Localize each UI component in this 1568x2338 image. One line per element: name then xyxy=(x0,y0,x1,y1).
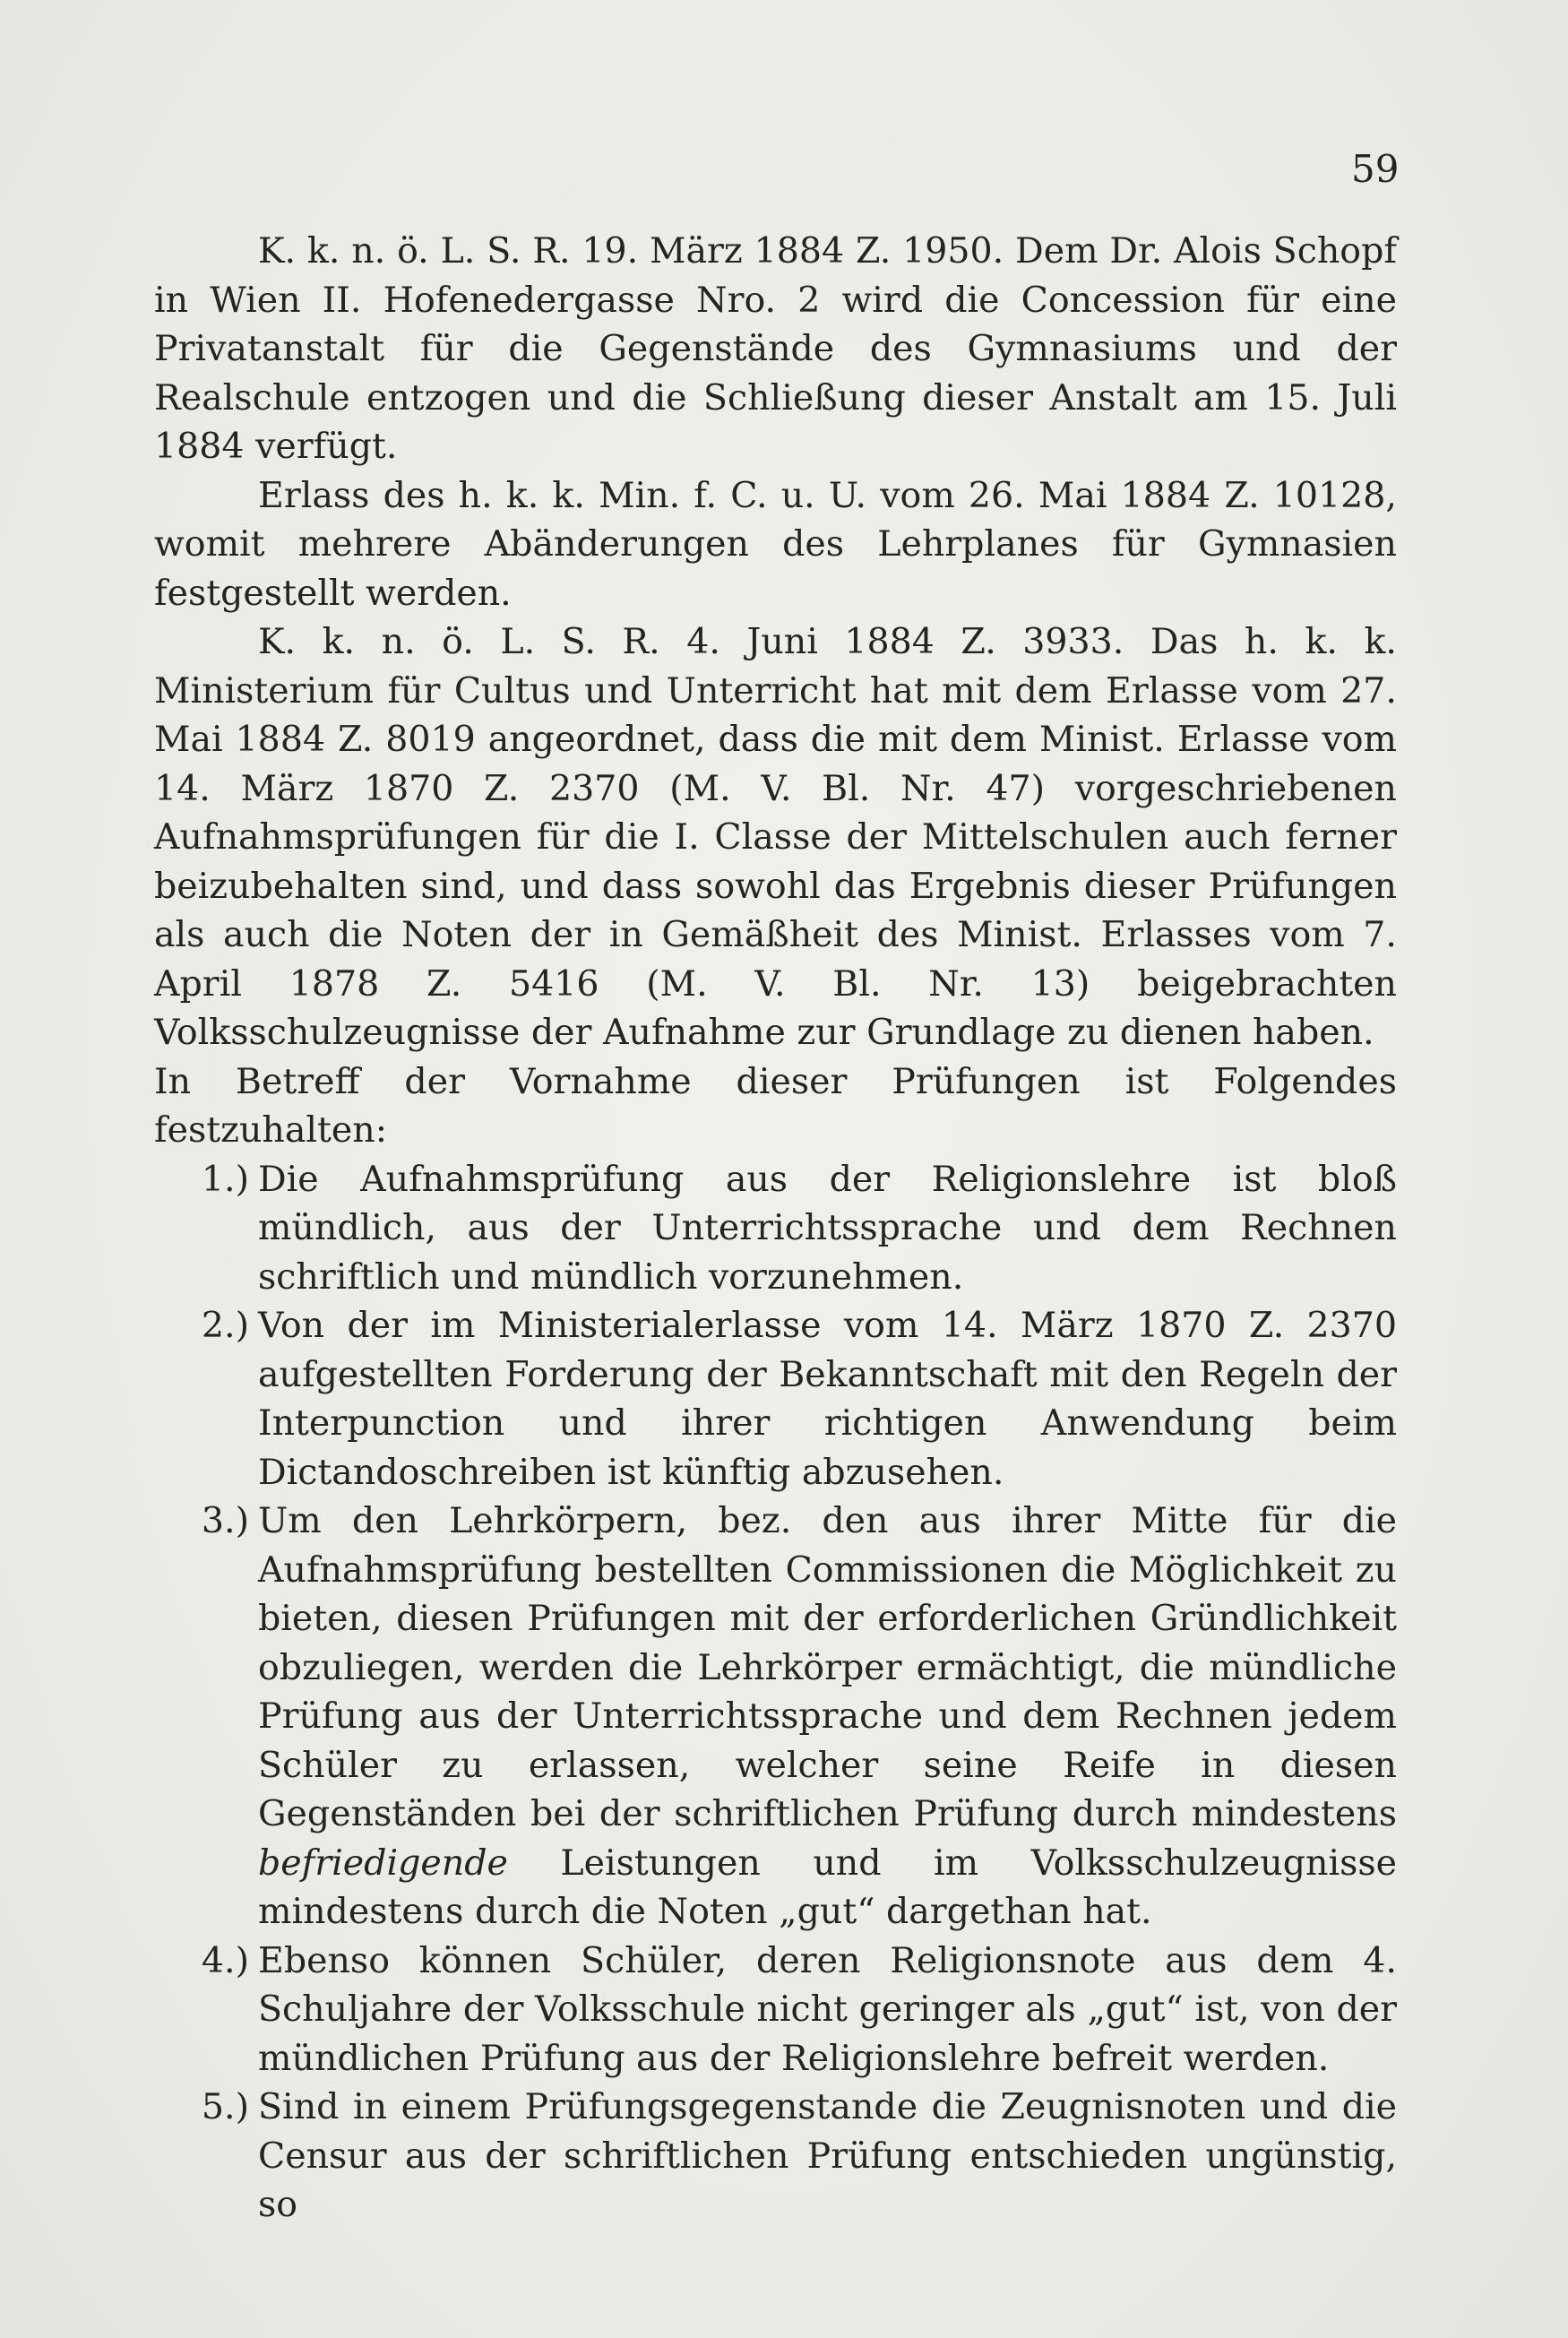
paragraph-decree-2: Erlass des h. k. k. Min. f. C. u. U. vom 26. Mai 1884 Z. 10128, womit mehrere Abänderungen des Lehrplanes für Gymnasien festgestellt werden. xyxy=(154,474,1397,614)
paragraph-decree-3: K. k. n. ö. L. S. R. 4. Juni 1884 Z. 3933. Das h. k. k. Ministerium für Cultus und Unterricht hat mit dem Erlasse vom 27. Mai 1884 Z. 8019 angeordnet, dass die mit dem Minist. Erlasse vom 14. März 1870 Z. 2370 (M. V. Bl. Nr. 47) vorgeschriebenen Aufnahmsprüfungen für die I. Classe der Mittelschulen auch ferner beizubehalten sind, und dass sowohl das Ergebnis dieser Prüfungen als auch die Noten der in Gemäßheit des Minist. Erlasses vom 7. April 1878 Z. 5416 (M. V. Bl. Nr. 13) beigebrachten Volksschulzeugnisse der Aufnahme zur Grundlage zu dienen haben. xyxy=(154,621,1397,1053)
list-item xyxy=(154,1155,1397,1302)
list-item xyxy=(154,1301,1397,1497)
emphasized-word: befriedigende xyxy=(258,1842,508,1884)
item-number: 1.) xyxy=(201,1158,249,1200)
item-text-continued: Leistungen und im Volksschulzeugnisse mindestens durch die Noten „gut“ dargethan hat. xyxy=(258,1842,1397,1932)
provisions-list xyxy=(154,1155,1397,2230)
item-number: 5.) xyxy=(201,2086,249,2127)
page-number: 59 xyxy=(1351,147,1400,191)
item-text: Ebenso können Schüler, deren Religionsnote aus dem 4. Schuljahre der Volksschule nicht geringer als „gut“ ist, von der mündlichen Prüfung aus der Religionslehre befreit werden. xyxy=(258,1939,1397,2079)
item-number: 2.) xyxy=(201,1305,249,1346)
item-number: 4.) xyxy=(201,1939,249,1981)
paragraph-decree-1: K. k. n. ö. L. S. R. 19. März 1884 Z. 1950. Dem Dr. Alois Schopf in Wien II. Hofenedergasse Nro. 2 wird die Concession für eine Privatanstalt für die Gegenstände des Gymnasiums und der Realschule entzogen und die Schließung dieser Anstalt am 15. Juli 1884 verfügt. xyxy=(154,230,1397,467)
item-text: Die Aufnahmsprüfung aus der Religionslehre ist bloß mündlich, aus der Unterrichtssprache und dem Rechnen schriftlich und mündlich vorzunehmen. xyxy=(258,1158,1397,1298)
item-text: Sind in einem Prüfungsgegenstande die Zeugnisnoten und die Censur aus der schriftlichen Prüfung entschieden ungünstig, so xyxy=(258,2086,1397,2225)
item-text: Um den Lehrkörpern, bez. den aus ihrer Mitte für die Aufnahmsprüfung bestellten Commissionen die Möglichkeit zu bieten, diesen Prüfungen mit der erforderlichen Gründlichkeit obzuliegen, werden die Lehrkörper ermächtigt, die mündliche Prüfung aus der Unterrichtssprache und dem Rechnen jedem Schüler zu erlassen, welcher seine Reife in diesen Gegenständen bei der schriftlichen Prüfung durch mindestens xyxy=(258,1500,1397,1834)
list-item xyxy=(154,1937,1397,2083)
item-number: 3.) xyxy=(201,1500,249,1541)
list-item xyxy=(154,1497,1397,1937)
list-item xyxy=(154,2083,1397,2230)
intro-line: In Betreff der Vornahme dieser Prüfungen ist Folgendes festzuhalten: xyxy=(154,1060,1397,1151)
item-text: Von der im Ministerialerlasse vom 14. März 1870 Z. 2370 aufgestellten Forderung der Bekanntschaft mit den Regeln der Interpunction und ihrer richtigen Anwendung beim Dictandoschreiben ist künftig abzusehen. xyxy=(258,1305,1397,1493)
page-text xyxy=(154,227,1397,2230)
